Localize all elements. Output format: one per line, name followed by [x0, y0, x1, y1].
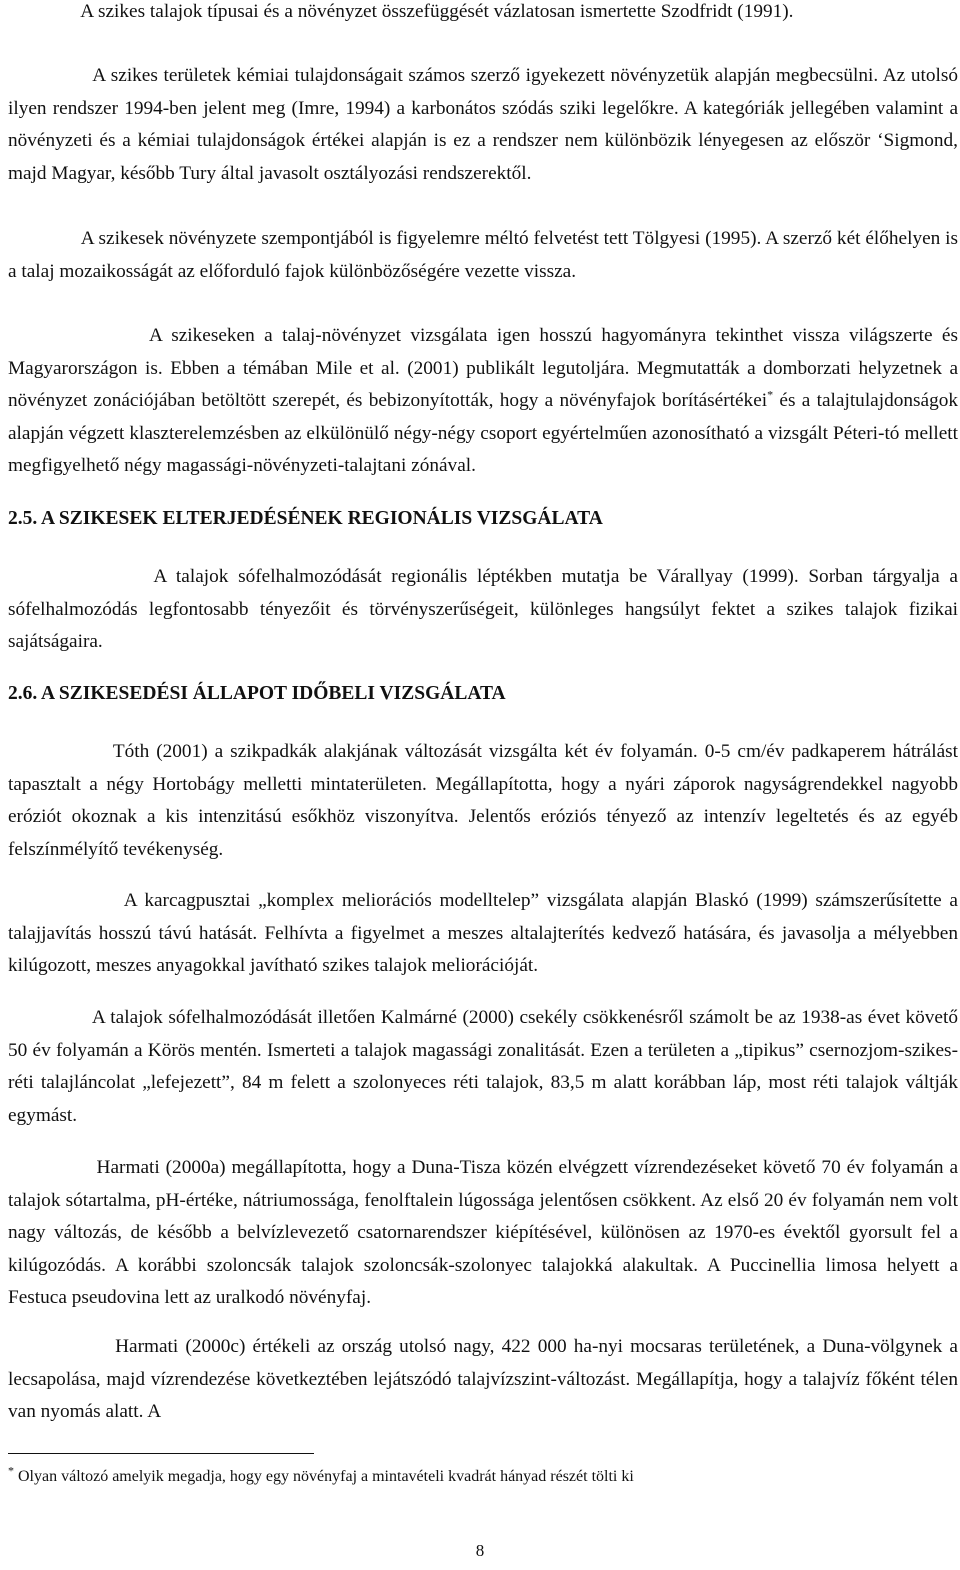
- paragraph-harmati-2000c: Harmati (2000c) értékeli az ország utolsó nagy, 422 000 ha-nyi mocsaras területének, a Duna-völgynek a lecsapolása, majd vízrendezése következtében lejátszódó talajvízszint-változást. Megállapítja, hogy a talajvíz főként télen van nyomás alatt. A: [8, 1336, 958, 1423]
- paragraph-mile: [8, 320, 958, 483]
- footnote-divider: [8, 1453, 314, 1454]
- paragraph-harmati-2000a: Harmati (2000a) megállapította, hogy a Duna-Tisza közén elvégzett vízrendezéseket követő 70 év folyamán a talajok sótartalma, pH-értéke, nátriumossága, fenolftalein lúgossága jelentősen csökkent. Az első 20 év folyamán nem volt nagy változás, de később a belvízlevezető csatornarendszer kiépítésével, különösen az 1970-es évektől gyorsult fel a kilúgozódás. A korábbi szoloncsák talajok szoloncsák-szolonyec talajokká alakultak. A Puccinellia limosa helyett a Festuca pseudovina lett az uralkodó növényfaj.: [8, 1157, 958, 1309]
- paragraph-kalmarne: A talajok sófelhalmozódását illetően Kalmárné (2000) csekély csökkenésről számolt be az 1938-as évet követő 50 év folyamán a Körös mentén. Ismerteti a talajok magassági zonalitását. Ezen a területen a „tipikus” csernozjom-szikes-réti talajláncolat „lefejezett”, 84 m felett a szolonyeces réti talajok, 83,5 m alatt korábban láp, most réti talajok váltják egymást.: [8, 1007, 958, 1126]
- paragraph-mile-text-1: A szikeseken a talaj-növényzet vizsgálata igen hosszú hagyományra tekinthet vissza világszerte és Magyarországon is. Ebben a témában Mile et al. (2001) publikált legutoljára. Megmutatták a domborzati helyzetnek a növényzet zonációjában betöltött szerepét, és bebizonyították, hogy a növényfajok borításértékei: [8, 325, 958, 412]
- paragraph-szodfridt: A szikes talajok típusai és a növényzet összefüggését vázlatosan ismertette Szodfridt (1991).: [8, 1, 794, 22]
- page-number: 8: [475, 1541, 485, 1560]
- paragraph-kemiai-tulajdonsagok: A szikes területek kémiai tulajdonságait számos szerző igyekezett növényzetük alapján megbecsülni. Az utolsó ilyen rendszer 1994-ben jelent meg (Imre, 1994) a karbonátos szódás sziki legelőkre. A kategóriák jellegében valamint a növényzeti és a kémiai tulajdonságok értékei alapján is ez a rendszer nem különbözik lényegesen az először ‘Sigmond, majd Magyar, később Tury által javasolt osztályozási rendszerektől.: [8, 65, 958, 184]
- footnote-marker: *: [8, 1463, 14, 1478]
- footnote-reference: *: [767, 387, 774, 402]
- paragraph-mile-text-2: és a talajtulajdonságok alapján végzett klaszterelemzésben az elkülönülő négy-négy csoport egyértelműen azonosítható a vizsgált Péteri-tó mellett megfigyelhető négy magassági-növényzeti-talajtani zónával.: [8, 390, 959, 477]
- paragraph-blasko: A karcagpusztai „komplex meliorációs modelltelep” vizsgálata alapján Blaskó (1999) számszerűsítette a talajjavítás hosszú távú hatását. Felhívta a figyelmet a meszes altalajterítés kedvező hatására, és javasolja a mélyebben kilúgozott, meszes anyagokkal javítható szikes talajok meliorációját.: [8, 890, 958, 977]
- footnote: [8, 1463, 958, 1488]
- paragraph-tolgyesi: A szikesek növényzete szempontjából is figyelemre méltó felvetést tett Tölgyesi (1995). A szerző két élőhelyen is a talaj mozaikosságát az előforduló fajok különbözőségére vezette vissza.: [8, 228, 958, 282]
- footnote-text: Olyan változó amelyik megadja, hogy egy növényfaj a mintavételi kvadrát hányad részét tölti ki: [14, 1468, 634, 1485]
- section-heading-2-5: 2.5. A SZIKESEK ELTERJEDÉSÉNEK REGIONÁLIS VIZSGÁLATA: [8, 508, 603, 529]
- paragraph-varallyay: A talajok sófelhalmozódását regionális léptékben mutatja be Várallyay (1999). Sorban tárgyalja a sófelhalmozódás legfontosabb tényezőit és törvényszerűségeit, különleges hangsúlyt fektet a szikes talajok fizikai sajátságaira.: [8, 566, 958, 653]
- section-heading-2-6: 2.6. A SZIKESEDÉSI ÁLLAPOT IDŐBELI VIZSGÁLATA: [8, 683, 506, 704]
- paragraph-toth: Tóth (2001) a szikpadkák alakjának változását vizsgálta két év folyamán. 0-5 cm/év padkaperem hátrálást tapasztalt a négy Hortobágy melletti mintaterületen. Megállapította, hogy a nyári záporok nagyságrendekkel nagyobb eróziót okoznak a kis intenzitású esőkhöz viszonyítva. Jelentős eróziós tényező az intenzív legeltetés és az egyéb felszínmélyítő tevékenység.: [8, 741, 958, 860]
